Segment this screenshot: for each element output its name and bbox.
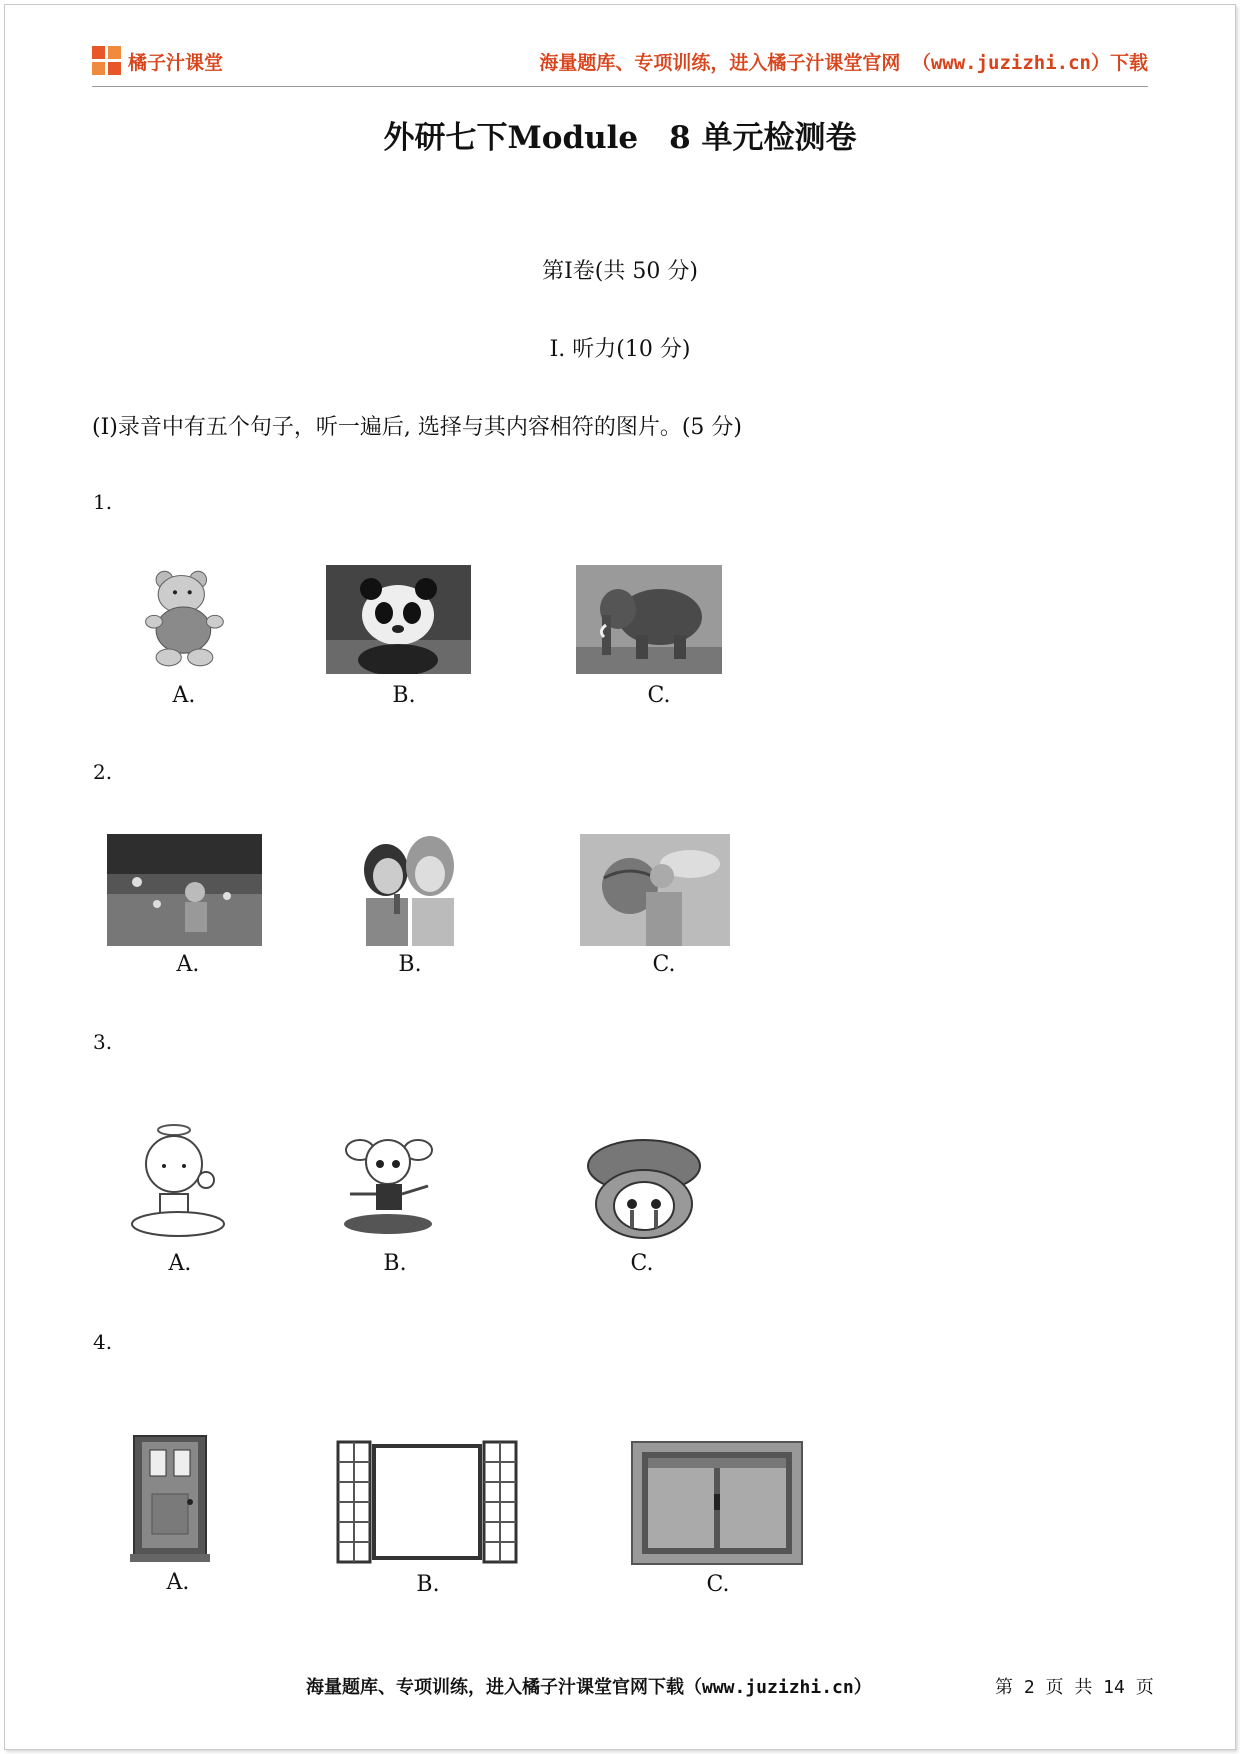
question-number: 4. xyxy=(93,1330,113,1354)
option-label: C. xyxy=(706,1572,730,1597)
question-number: 3. xyxy=(93,1030,113,1054)
footer-slogan: 海量题库、专项训练，进入橘子汁课堂官网下载（www.juzizhi.cn） xyxy=(306,1677,872,1698)
sitting-girl-icon xyxy=(330,1124,448,1242)
logo-mark-icon xyxy=(92,46,122,76)
angel-child-icon xyxy=(124,1120,234,1242)
logo xyxy=(92,46,223,76)
part-heading: 第I卷(共 50 分) xyxy=(542,259,698,284)
option-label: B. xyxy=(383,1251,407,1276)
option-label: C. xyxy=(647,683,671,708)
section-heading: I. 听力(10 分) xyxy=(549,337,691,362)
page-header xyxy=(92,40,1148,87)
door-icon xyxy=(130,1434,210,1562)
option-label: B. xyxy=(398,952,422,977)
question-number: 1. xyxy=(93,490,113,514)
girls-singing-photo xyxy=(354,834,466,946)
question-number: 2. xyxy=(93,760,113,784)
option-label: B. xyxy=(392,683,416,708)
option-label: C. xyxy=(652,952,676,977)
option-label: A. xyxy=(168,1251,192,1276)
cartoon-bear-icon xyxy=(133,565,238,670)
crying-girl-icon xyxy=(578,1136,712,1246)
logo-text: 橘子汁课堂 xyxy=(128,51,224,74)
option-label: C. xyxy=(630,1251,654,1276)
panda-photo xyxy=(326,565,471,674)
header-slogan: 海量题库、专项训练，进入橘子汁课堂官网 （www.juzizhi.cn）下载 xyxy=(539,52,1148,74)
sliding-window-icon xyxy=(630,1440,804,1566)
girl-in-field-photo xyxy=(107,834,262,946)
boy-with-ball-photo xyxy=(580,834,730,946)
page-title: 外研七下Module 8 单元检测卷 xyxy=(383,120,857,156)
elephant-photo xyxy=(576,565,722,674)
option-label: B. xyxy=(416,1572,440,1597)
option-label: A. xyxy=(172,683,196,708)
option-label: A. xyxy=(166,1570,190,1595)
open-window-icon xyxy=(334,1440,520,1566)
option-label: A. xyxy=(176,952,200,977)
instruction-text: (I)录音中有五个句子，听一遍后, 选择与其内容相符的图片。(5 分) xyxy=(92,415,743,440)
page-number: 第 2 页 共 14 页 xyxy=(995,1677,1154,1698)
